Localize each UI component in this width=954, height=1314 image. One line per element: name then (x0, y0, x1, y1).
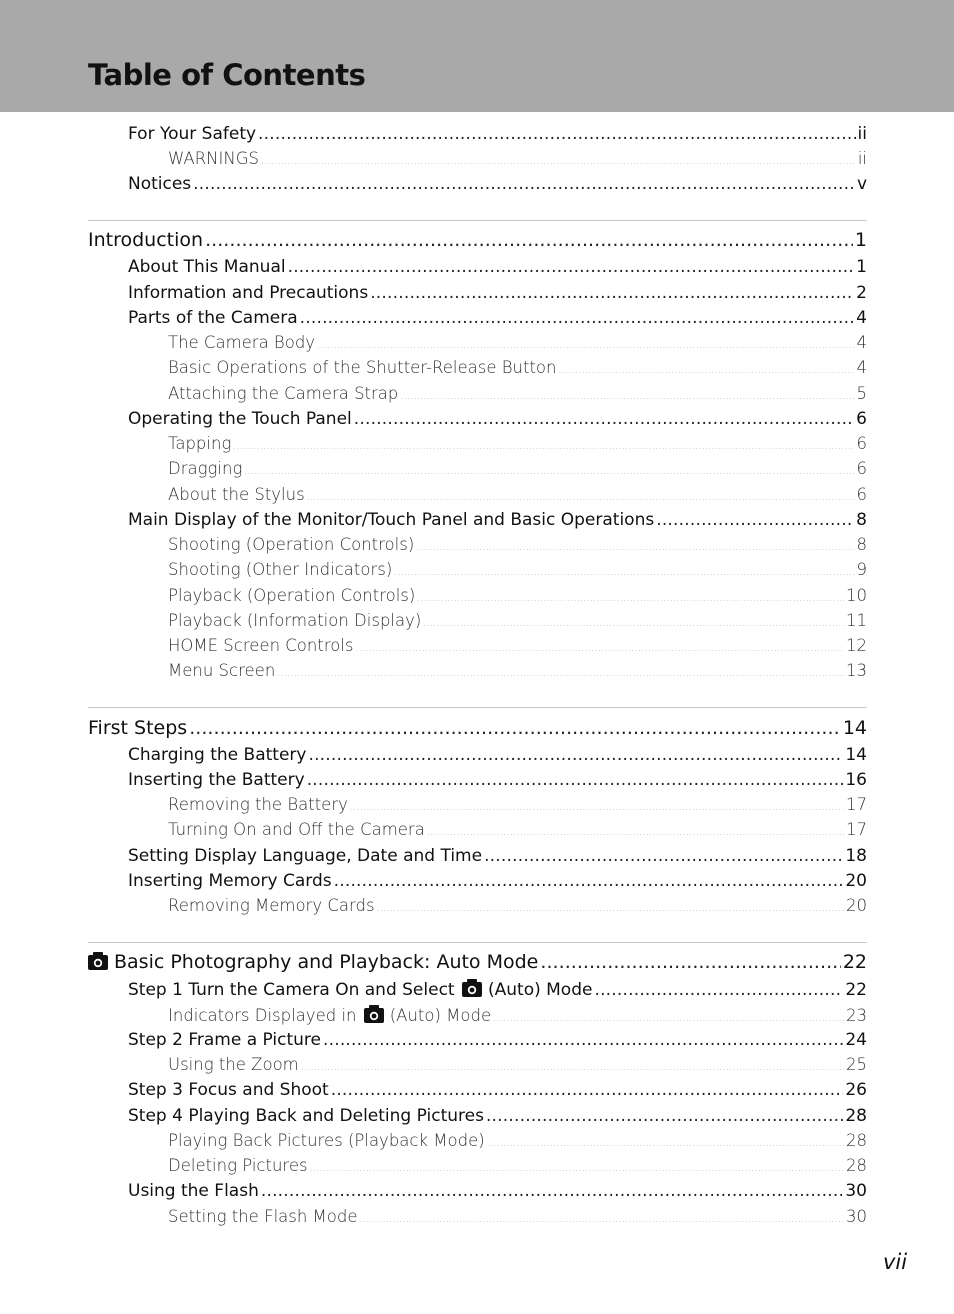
toc-entry-label (128, 124, 256, 144)
dot-leader (261, 1181, 844, 1201)
toc-entry-page: 14 (842, 717, 867, 739)
toc-entry-page: 14 (845, 745, 867, 765)
toc-entry-page: 4 (856, 333, 867, 352)
dot-leader (323, 1030, 843, 1050)
toc-entry-text: Playing Back Pictures (Playback Mode) (168, 1131, 485, 1150)
toc-entry-label (128, 174, 191, 194)
dot-leader (233, 442, 854, 452)
toc-entry[interactable] (168, 384, 867, 403)
toc-entry-text: Shooting (Operation Controls) (168, 535, 415, 554)
toc-entry-page: 30 (846, 1207, 867, 1226)
toc-entry-label (128, 979, 592, 1000)
dot-leader (370, 283, 854, 303)
toc-entry-page: 30 (845, 1181, 867, 1201)
toc-entry-label (128, 745, 306, 765)
toc-entry-label (168, 535, 414, 554)
dot-leader (350, 803, 844, 813)
dot-leader (417, 594, 844, 604)
toc-entry[interactable] (128, 745, 867, 765)
toc-entry-label (128, 510, 654, 530)
toc-entry-text: About This Manual (128, 257, 286, 277)
toc-entry-page: 6 (856, 409, 867, 429)
dot-leader (356, 644, 844, 654)
dot-leader (394, 568, 854, 578)
toc-entry[interactable] (128, 846, 867, 866)
toc-entry-text: Operating the Touch Panel (128, 409, 352, 429)
toc-entry-text: Inserting the Battery (128, 770, 305, 790)
dot-leader (205, 229, 853, 251)
section-divider (88, 220, 867, 221)
toc-entry-page: 16 (845, 770, 867, 790)
toc-entry-text: Information and Precautions (128, 283, 369, 303)
toc-entry-page: 28 (845, 1106, 867, 1126)
toc-entry-label (168, 661, 275, 680)
toc-entry-page: 2 (856, 283, 867, 303)
toc-entry[interactable] (168, 358, 867, 377)
toc-entry-page: 22 (842, 951, 867, 973)
toc-entry-page: 26 (845, 1080, 867, 1100)
toc-entry-text: About the Stylus (168, 485, 305, 504)
toc-entry[interactable] (168, 795, 867, 814)
toc-entry-text: Step 2 Frame a Picture (128, 1030, 321, 1050)
dot-leader (423, 619, 844, 629)
toc-entry-label (168, 459, 242, 478)
toc-entry-label (88, 717, 187, 739)
toc-entry-label (128, 409, 352, 429)
toc-entry-page: 1 (854, 229, 867, 251)
toc-entry-text: Step 3 Focus and Shoot (128, 1080, 329, 1100)
toc-entry-page: 17 (846, 820, 867, 839)
toc-entry-text: Using the Zoom (168, 1055, 299, 1074)
toc-entry-label (128, 1106, 484, 1126)
toc-entry-page: 6 (856, 485, 867, 504)
toc-entry[interactable] (128, 409, 867, 429)
dot-leader (360, 1215, 844, 1225)
toc-entry[interactable] (128, 283, 867, 303)
toc-entry[interactable] (168, 661, 867, 680)
dot-leader (377, 904, 844, 914)
toc-entry-text: Removing the Battery (168, 795, 348, 814)
toc-entry-page: 6 (856, 459, 867, 478)
toc-entry-text: Playback (Operation Controls) (168, 586, 416, 605)
dot-leader (288, 257, 855, 277)
dot-leader (307, 493, 855, 503)
toc-entry-label (168, 358, 556, 377)
toc-entry-page: ii (857, 124, 867, 144)
toc-entry[interactable] (128, 124, 867, 144)
toc-entry-text: Shooting (Other Indicators) (168, 560, 393, 579)
toc-entry-text: HOME Screen Controls (168, 636, 354, 655)
dot-leader (301, 1063, 844, 1073)
toc-entry-page: 8 (856, 535, 867, 554)
toc-entry-text: Setting the Flash Mode (168, 1207, 358, 1226)
dot-leader (244, 467, 854, 477)
toc-entry-page: 1 (856, 257, 867, 277)
toc-entry-page: 6 (856, 434, 867, 453)
dot-leader (594, 980, 843, 1000)
toc-entry-page: 28 (846, 1131, 867, 1150)
toc-entry-text: Menu Screen (168, 661, 276, 680)
toc-entry-page: 23 (846, 1006, 867, 1025)
toc-entry-label (168, 795, 348, 814)
toc-entry[interactable] (88, 229, 867, 251)
toc-entry[interactable] (168, 820, 867, 839)
dot-leader (400, 392, 854, 402)
toc-entry-text: Using the Flash (128, 1181, 259, 1201)
dot-leader (486, 1106, 843, 1126)
toc-entry-text: First Steps (88, 717, 188, 739)
toc-entry[interactable] (128, 1106, 867, 1126)
toc-entry-text: Introduction (88, 229, 204, 251)
toc-entry[interactable] (128, 1080, 867, 1100)
toc-entry[interactable] (168, 535, 867, 554)
toc-entry[interactable] (128, 1181, 867, 1201)
toc-entry-page: 25 (846, 1055, 867, 1074)
toc-entry-text: Setting Display Language, Date and Time (128, 846, 483, 866)
dot-leader (487, 1139, 844, 1149)
dot-leader (277, 669, 844, 679)
toc-entry-text: Dragging (168, 459, 243, 478)
toc-entry-label (128, 1080, 329, 1100)
toc-entry-page: 18 (845, 846, 867, 866)
camera-icon (88, 952, 108, 970)
toc-entry[interactable] (168, 485, 867, 504)
toc-entry[interactable] (128, 1030, 867, 1050)
toc-entry-page: 9 (856, 560, 867, 579)
toc-entry-text: Step 1 Turn the Camera On and Select (128, 980, 455, 1000)
toc-entry-label (168, 434, 231, 453)
toc-entry[interactable] (128, 174, 867, 194)
camera-icon (364, 1005, 384, 1023)
dot-leader (656, 510, 854, 530)
section-divider (88, 707, 867, 708)
toc-entry-label (128, 283, 368, 303)
dot-leader (261, 157, 856, 167)
header-band (0, 0, 954, 112)
toc-entry-page: 24 (845, 1030, 867, 1050)
toc-entry-label (168, 333, 315, 352)
toc-entry[interactable] (168, 1156, 867, 1175)
toc-entry-label (168, 1156, 308, 1175)
toc-entry-text: The Camera Body (168, 333, 316, 352)
toc-entry-label (168, 611, 421, 630)
toc-entry-page: 10 (846, 586, 867, 605)
toc-entry-page: 12 (846, 636, 867, 655)
dot-leader (300, 308, 855, 328)
page-title: Table of Contents (88, 58, 366, 92)
toc-entry[interactable] (168, 560, 867, 579)
dot-leader (317, 341, 854, 351)
toc-entry[interactable] (128, 979, 867, 1000)
toc-entry-page: 17 (846, 795, 867, 814)
toc-entry-page: 20 (846, 896, 867, 915)
toc-entry[interactable] (128, 510, 867, 530)
toc-entry-page: 8 (856, 510, 867, 530)
toc-entry-label (128, 846, 482, 866)
toc-entry-text: Main Display of the Monitor/Touch Panel and Basic Operations (128, 510, 655, 530)
toc-entry-label (168, 560, 392, 579)
dot-leader (310, 1164, 844, 1174)
toc-entry-label (88, 229, 203, 251)
dot-leader (540, 951, 840, 973)
toc-entry-text: Charging the Battery (128, 745, 307, 765)
toc-entry-text: For Your Safety (128, 124, 257, 144)
toc-entry[interactable] (168, 636, 867, 655)
page-number: vii (883, 1250, 908, 1274)
toc-entry[interactable] (128, 308, 867, 328)
toc-entry-page: 4 (856, 358, 867, 377)
camera-icon (462, 979, 482, 997)
toc-entry-page: 4 (856, 308, 867, 328)
toc-entry-text: Indicators Displayed in (168, 1006, 357, 1025)
toc-entry[interactable] (168, 434, 867, 453)
toc-entry[interactable] (168, 1207, 867, 1226)
toc-entry-label (168, 1005, 491, 1025)
toc-entry-label (168, 485, 305, 504)
toc-entry-text-suffix: (Auto) Mode (389, 1006, 492, 1025)
toc-entry-page: 22 (845, 980, 867, 1000)
toc-entry-label (168, 586, 415, 605)
dot-leader (308, 745, 843, 765)
toc-entry-label (88, 951, 538, 973)
dot-leader (416, 543, 854, 553)
toc-entry-page: 13 (846, 661, 867, 680)
toc-entry-label (168, 1055, 299, 1074)
toc-entry-text: Removing Memory Cards (168, 896, 375, 915)
toc-entry-label (168, 384, 398, 403)
toc-entry[interactable] (128, 871, 867, 891)
dot-leader (189, 717, 841, 739)
toc-entry-label (128, 770, 305, 790)
toc-entry-page: 20 (845, 871, 867, 891)
toc-entry[interactable] (128, 257, 867, 277)
toc-entry-text: Inserting Memory Cards (128, 871, 332, 891)
toc-entry-text: Notices (128, 174, 192, 194)
toc-entry-text: Playback (Information Display) (168, 611, 422, 630)
toc-entry-text: Basic Photography and Playback: Auto Mode (114, 951, 539, 973)
dot-leader (427, 828, 844, 838)
dot-leader (493, 1014, 844, 1024)
toc-entry-label (128, 257, 286, 277)
dot-leader (558, 366, 854, 376)
toc-entry-label (128, 1181, 259, 1201)
toc-entry-text-suffix: (Auto) Mode (488, 980, 593, 1000)
toc-entry[interactable] (168, 586, 867, 605)
toc-entry-page: v (856, 174, 867, 194)
toc-entry[interactable] (88, 717, 867, 739)
toc-entry-label (168, 636, 354, 655)
toc-entry[interactable] (168, 149, 867, 168)
toc-entry-text: Turning On and Off the Camera (168, 820, 425, 839)
toc-entry-page: ii (857, 149, 867, 168)
toc-entry-label (168, 896, 375, 915)
toc-entry-label (128, 871, 332, 891)
toc-entry[interactable] (168, 459, 867, 478)
toc-entry-label (128, 1030, 321, 1050)
toc-entry-label (168, 149, 259, 168)
toc-entry-page: 11 (846, 611, 867, 630)
toc-entry[interactable] (168, 896, 867, 915)
toc-entry-text: Parts of the Camera (128, 308, 298, 328)
toc-entry[interactable] (168, 1131, 867, 1150)
dot-leader (193, 174, 855, 194)
toc-entry-page: 28 (846, 1156, 867, 1175)
dot-leader (307, 770, 844, 790)
toc-entry-label (168, 1131, 485, 1150)
toc-entry-label (168, 1207, 358, 1226)
toc-entry-text: Tapping (168, 434, 232, 453)
section-divider (88, 942, 867, 943)
toc-entry[interactable] (168, 1055, 867, 1074)
dot-leader (334, 871, 844, 891)
toc-entry[interactable] (168, 1005, 867, 1025)
toc-entry[interactable] (168, 611, 867, 630)
dot-leader (331, 1080, 844, 1100)
toc-entry[interactable] (168, 333, 867, 352)
toc-entry-page: 5 (856, 384, 867, 403)
toc-entry[interactable] (88, 951, 867, 973)
dot-leader (354, 409, 854, 429)
toc-entry-text: WARNINGS (168, 149, 259, 168)
toc-entry-text: Attaching the Camera Strap (168, 384, 399, 403)
dot-leader (258, 124, 856, 144)
toc-entry-text: Deleting Pictures (168, 1156, 308, 1175)
toc-entry-label (128, 308, 298, 328)
toc-entry-text: Step 4 Playing Back and Deleting Pictures (128, 1106, 484, 1126)
toc-entry-label (168, 820, 425, 839)
toc-entry-text: Basic Operations of the Shutter-Release Button (168, 358, 557, 377)
dot-leader (484, 846, 843, 866)
toc-entry[interactable] (128, 770, 867, 790)
